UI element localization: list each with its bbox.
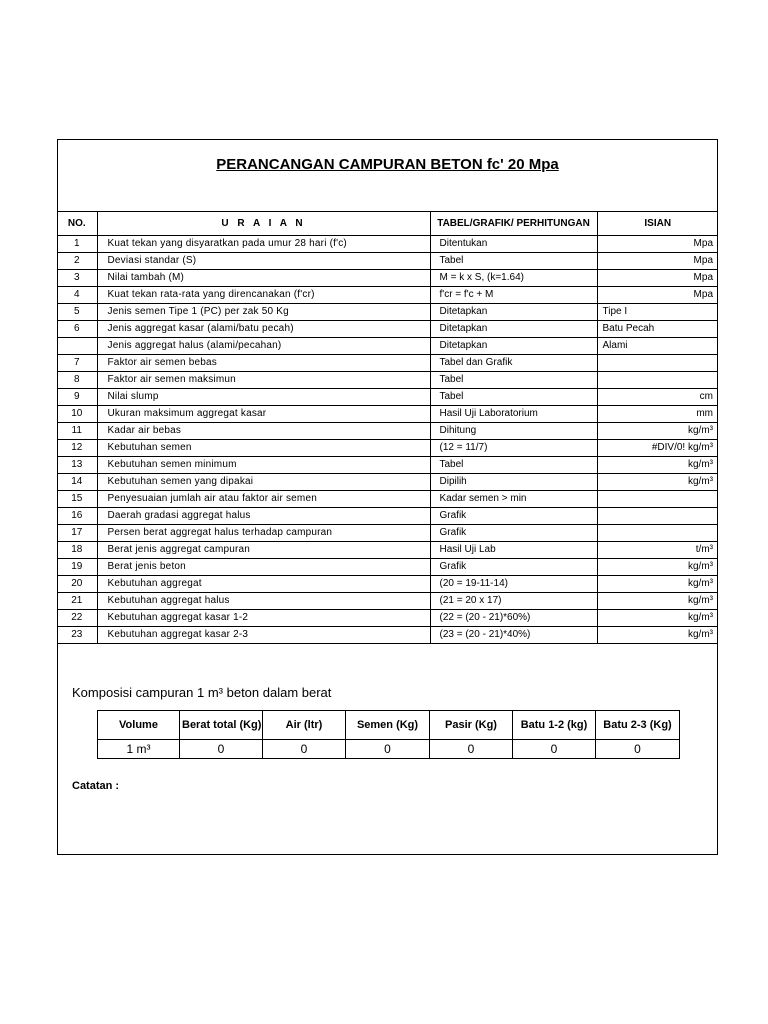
- row-tabel: (20 = 19-11-14): [430, 576, 597, 593]
- row-tabel: f'cr = f'c + M: [430, 287, 597, 304]
- row-number: 11: [57, 423, 97, 440]
- row-isian: [597, 525, 718, 542]
- row-uraian: Deviasi standar (S): [97, 253, 430, 270]
- komposisi-value-semen: 0: [346, 740, 430, 759]
- row-number: 14: [57, 474, 97, 491]
- row-number: 15: [57, 491, 97, 508]
- row-tabel: Kadar semen > min: [430, 491, 597, 508]
- row-isian: [597, 542, 718, 559]
- row-tabel: Tabel: [430, 372, 597, 389]
- row-uraian: Kuat tekan yang disyaratkan pada umur 28 hari (f'c): [97, 236, 430, 253]
- isian-unit: Mpa: [693, 238, 713, 249]
- isian-unit: Mpa: [693, 272, 713, 283]
- table-row: [57, 423, 718, 440]
- row-uraian: Kebutuhan semen minimum: [97, 457, 430, 474]
- row-number: 12: [57, 440, 97, 457]
- row-tabel: Tabel: [430, 389, 597, 406]
- row-uraian: Kebutuhan semen yang dipakai: [97, 474, 430, 491]
- row-tabel: (12 = 11/7): [430, 440, 597, 457]
- row-isian: [597, 576, 718, 593]
- row-uraian: Kebutuhan aggregat halus: [97, 593, 430, 610]
- isian-unit: #DIV/0! kg/m³: [651, 442, 713, 453]
- row-number: 18: [57, 542, 97, 559]
- row-uraian: Kadar air bebas: [97, 423, 430, 440]
- row-uraian: Kuat tekan rata-rata yang direncanakan (f'cr): [97, 287, 430, 304]
- table-row: [57, 355, 718, 372]
- row-number: 23: [57, 627, 97, 644]
- table-row: [57, 627, 718, 644]
- table-row: [57, 457, 718, 474]
- row-uraian: Nilai slump: [97, 389, 430, 406]
- table-row: [57, 304, 718, 321]
- row-isian: [597, 423, 718, 440]
- komposisi-header-row: [98, 711, 680, 740]
- komposisi-value-air: 0: [263, 740, 346, 759]
- table-row: [57, 338, 718, 355]
- komposisi-header-batu-1-2: Batu 1-2 (kg): [513, 711, 596, 740]
- row-uraian: Kebutuhan aggregat: [97, 576, 430, 593]
- isian-unit: kg/m³: [688, 629, 713, 640]
- table-row: [57, 253, 718, 270]
- row-uraian: Penyesuaian jumlah air atau faktor air semen: [97, 491, 430, 508]
- komposisi-header-semen: Semen (Kg): [346, 711, 430, 740]
- row-number: 22: [57, 610, 97, 627]
- row-number: 2: [57, 253, 97, 270]
- isian-unit: Mpa: [693, 289, 713, 300]
- row-tabel: Grafik: [430, 525, 597, 542]
- isian-value: Alami: [602, 340, 628, 351]
- komposisi-title: Komposisi campuran 1 m³ beton dalam berat: [72, 685, 332, 700]
- komposisi-value-batu-1-2: 0: [513, 740, 596, 759]
- row-number: 20: [57, 576, 97, 593]
- catatan-label: Catatan :: [72, 780, 120, 792]
- row-isian: [597, 372, 718, 389]
- row-number: 13: [57, 457, 97, 474]
- komposisi-value-berat-total: 0: [180, 740, 263, 759]
- row-uraian: Nilai tambah (M): [97, 270, 430, 287]
- row-isian: [597, 355, 718, 372]
- row-isian: [597, 321, 718, 338]
- row-uraian: Kebutuhan aggregat kasar 1-2: [97, 610, 430, 627]
- row-uraian: Kebutuhan semen: [97, 440, 430, 457]
- header-isian: ISIAN: [597, 212, 718, 236]
- row-isian: [597, 559, 718, 576]
- table-row: [57, 406, 718, 423]
- row-number: 21: [57, 593, 97, 610]
- row-tabel: M = k x S, (k=1.64): [430, 270, 597, 287]
- row-tabel: Tabel dan Grafik: [430, 355, 597, 372]
- row-tabel: Ditentukan: [430, 236, 597, 253]
- komposisi-table: [97, 710, 680, 759]
- row-tabel: Ditetapkan: [430, 304, 597, 321]
- table-row: [57, 440, 718, 457]
- document-title: PERANCANGAN CAMPURAN BETON fc' 20 Mpa: [216, 156, 559, 173]
- row-number: [57, 338, 97, 355]
- row-number: 8: [57, 372, 97, 389]
- row-isian: [597, 389, 718, 406]
- row-tabel: Tabel: [430, 457, 597, 474]
- row-number: 1: [57, 236, 97, 253]
- row-tabel: Dihitung: [430, 423, 597, 440]
- table-row: [57, 610, 718, 627]
- table-header-row: [57, 212, 718, 236]
- row-tabel: Grafik: [430, 559, 597, 576]
- table-row: [57, 321, 718, 338]
- isian-unit: kg/m³: [688, 476, 713, 487]
- row-tabel: Ditetapkan: [430, 338, 597, 355]
- row-uraian: Kebutuhan aggregat kasar 2-3: [97, 627, 430, 644]
- row-isian: [597, 457, 718, 474]
- table-row: [57, 389, 718, 406]
- row-tabel: Grafik: [430, 508, 597, 525]
- isian-value: Tipe I: [602, 306, 628, 317]
- row-uraian: Berat jenis aggregat campuran: [97, 542, 430, 559]
- komposisi-value-batu-2-3: 0: [596, 740, 680, 759]
- row-isian: [597, 627, 718, 644]
- isian-unit: kg/m³: [688, 425, 713, 436]
- komposisi-header-air: Air (ltr): [263, 711, 346, 740]
- row-uraian: Persen berat aggregat halus terhadap campuran: [97, 525, 430, 542]
- isian-unit: kg/m³: [688, 612, 713, 623]
- isian-unit: kg/m³: [688, 595, 713, 606]
- row-number: 19: [57, 559, 97, 576]
- komposisi-header-pasir: Pasir (Kg): [430, 711, 513, 740]
- row-isian: [597, 491, 718, 508]
- row-tabel: Hasil Uji Lab: [430, 542, 597, 559]
- row-number: 10: [57, 406, 97, 423]
- table-body: [57, 236, 718, 644]
- row-isian: [597, 287, 718, 304]
- isian-unit: kg/m³: [688, 561, 713, 572]
- row-tabel: Dipilih: [430, 474, 597, 491]
- row-isian: [597, 610, 718, 627]
- row-uraian: Faktor air semen bebas: [97, 355, 430, 372]
- table-row: [57, 474, 718, 491]
- table-row: [57, 236, 718, 253]
- row-isian: [597, 508, 718, 525]
- row-uraian: Faktor air semen maksimun: [97, 372, 430, 389]
- isian-unit: mm: [696, 408, 713, 419]
- komposisi-header-volume: Volume: [98, 711, 180, 740]
- row-number: 7: [57, 355, 97, 372]
- row-uraian: Jenis semen Tipe 1 (PC) per zak 50 Kg: [97, 304, 430, 321]
- row-number: 6: [57, 321, 97, 338]
- table-row: [57, 576, 718, 593]
- row-isian: [597, 474, 718, 491]
- komposisi-header-berat-total: Berat total (Kg): [180, 711, 263, 740]
- row-uraian: Berat jenis beton: [97, 559, 430, 576]
- table-row: [57, 372, 718, 389]
- row-isian: [597, 236, 718, 253]
- row-uraian: Jenis aggregat halus (alami/pecahan): [97, 338, 430, 355]
- komposisi-value-volume: 1 m³: [98, 740, 180, 759]
- table-row: [57, 491, 718, 508]
- row-uraian: Daerah gradasi aggregat halus: [97, 508, 430, 525]
- row-number: 9: [57, 389, 97, 406]
- isian-value: Batu Pecah: [602, 323, 655, 334]
- row-number: 3: [57, 270, 97, 287]
- row-tabel: (23 = (20 - 21)*40%): [430, 627, 597, 644]
- row-number: 17: [57, 525, 97, 542]
- row-uraian: Ukuran maksimum aggregat kasar: [97, 406, 430, 423]
- row-uraian: Jenis aggregat kasar (alami/batu pecah): [97, 321, 430, 338]
- table-row: [57, 559, 718, 576]
- header-no: NO.: [57, 212, 97, 236]
- isian-unit: t/m³: [695, 544, 713, 555]
- komposisi-value-row: [98, 740, 680, 759]
- row-tabel: Ditetapkan: [430, 321, 597, 338]
- table-row: [57, 508, 718, 525]
- row-tabel: (22 = (20 - 21)*60%): [430, 610, 597, 627]
- row-number: 4: [57, 287, 97, 304]
- table-row: [57, 593, 718, 610]
- row-isian: [597, 440, 718, 457]
- row-number: 5: [57, 304, 97, 321]
- isian-unit: Mpa: [693, 255, 713, 266]
- komposisi-value-pasir: 0: [430, 740, 513, 759]
- row-isian: [597, 593, 718, 610]
- table-row: [57, 270, 718, 287]
- table-row: [57, 525, 718, 542]
- mix-design-table: [57, 211, 718, 644]
- isian-unit: kg/m³: [688, 578, 713, 589]
- row-isian: [597, 338, 718, 355]
- isian-unit: kg/m³: [688, 459, 713, 470]
- row-tabel: Tabel: [430, 253, 597, 270]
- komposisi-header-batu-2-3: Batu 2-3 (Kg): [596, 711, 680, 740]
- isian-unit: cm: [699, 391, 713, 402]
- row-isian: [597, 304, 718, 321]
- header-uraian: U R A I A N: [97, 212, 430, 236]
- row-isian: [597, 270, 718, 287]
- table-row: [57, 287, 718, 304]
- row-tabel: (21 = 20 x 17): [430, 593, 597, 610]
- row-number: 16: [57, 508, 97, 525]
- row-tabel: Hasil Uji Laboratorium: [430, 406, 597, 423]
- row-isian: [597, 253, 718, 270]
- table-row: [57, 542, 718, 559]
- row-isian: [597, 406, 718, 423]
- header-tabel: TABEL/GRAFIK/ PERHITUNGAN: [430, 212, 597, 236]
